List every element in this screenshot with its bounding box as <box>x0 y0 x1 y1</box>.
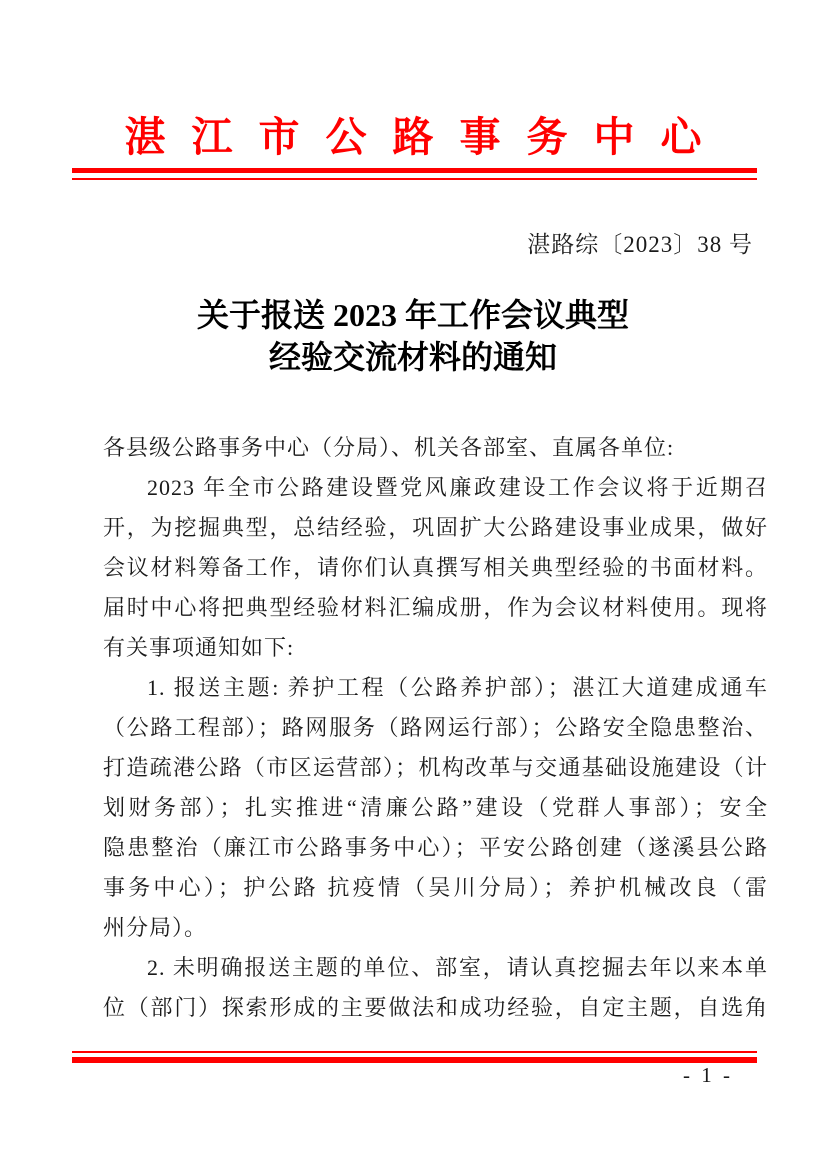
document-body <box>103 428 768 1028</box>
body-line: 州分局）。 <box>103 915 208 940</box>
body-line: 有关事项通知如下: <box>103 635 295 660</box>
body-line: 划财务部）；扎实推进“清廉公路”建设（党群人事部）；安全 <box>103 795 768 820</box>
body-line: 打造疏港公路（市区运营部）；机构改革与交通基础设施建设（计 <box>103 755 768 780</box>
header-rule-thick <box>72 168 757 173</box>
agency-header-title: 湛江市公路事务中心 <box>124 114 728 160</box>
body-line: 1. 报送主题: 养护工程（公路养护部）；湛江大道建成通车 <box>147 675 768 700</box>
document-title-line1: 关于报送 2023 年工作会议典型 <box>196 297 629 333</box>
body-line: （公路工程部）；路网服务（路网运行部）；公路安全隐患整治、 <box>103 715 768 740</box>
body-line: 各县级公路事务中心（分局）、机关各部室、直属各单位: <box>103 435 675 460</box>
body-line: 届时中心将把典型经验材料汇编成册，作为会议材料使用。现将 <box>103 595 768 620</box>
document-number: 湛路综〔2023〕38 号 <box>527 232 753 257</box>
footer-rule-thick <box>72 1057 757 1063</box>
body-line: 2. 未明确报送主题的单位、部室，请认真挖掘去年以来本单 <box>147 955 768 980</box>
body-line: 2023 年全市公路建设暨党风廉政建设工作会议将于近期召 <box>147 475 768 500</box>
header-rule-thin <box>72 178 757 180</box>
document-title <box>0 294 826 378</box>
document-title-line2: 经验交流材料的通知 <box>268 339 557 375</box>
body-line: 隐患整治（廉江市公路事务中心）；平安公路创建（遂溪县公路 <box>103 835 768 860</box>
body-line: 开，为挖掘典型，总结经验，巩固扩大公路建设事业成果，做好 <box>103 515 768 540</box>
footer-rule-thin <box>72 1051 757 1053</box>
page-number: - 1 - <box>683 1063 733 1087</box>
body-line: 位（部门）探索形成的主要做法和成功经验，自定主题，自选角 <box>103 995 768 1020</box>
body-line: 事务中心）；护公路 抗疫情（吴川分局）；养护机械改良（雷 <box>103 875 768 900</box>
body-line: 会议材料筹备工作，请你们认真撰写相关典型经验的书面材料。 <box>103 555 768 580</box>
